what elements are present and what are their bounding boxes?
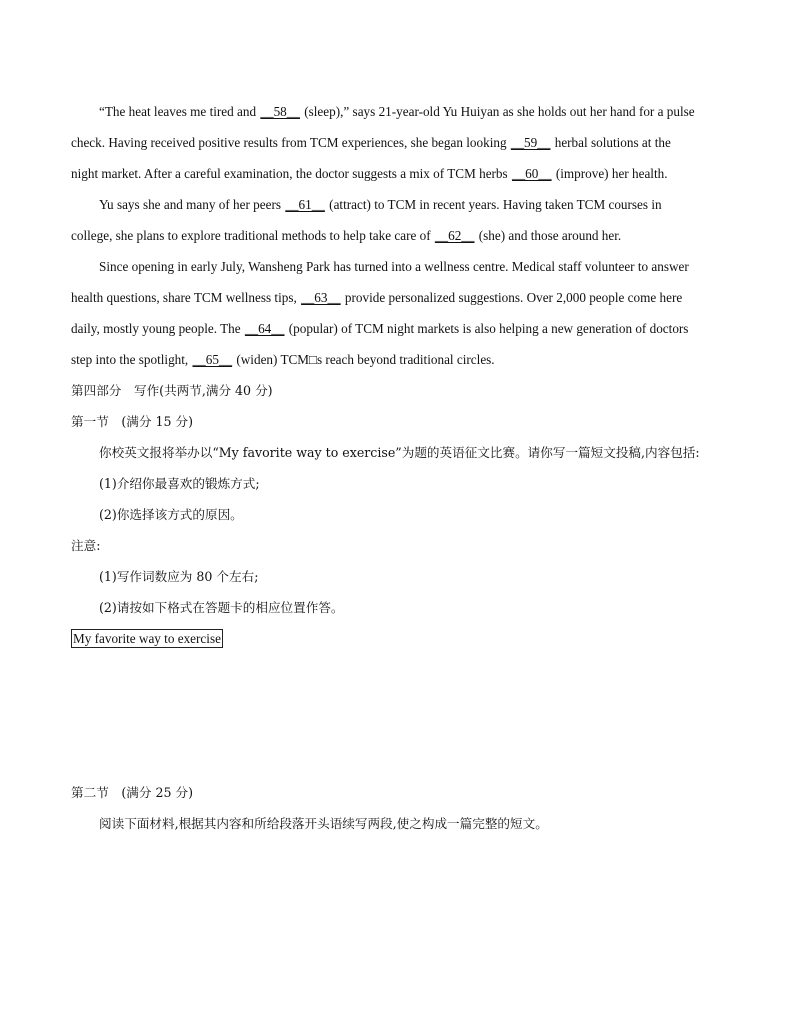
passage-text: check. Having received positive results from TCM experiences, she began looking [71,135,510,150]
blank-58: __58__ [260,104,300,119]
note-label: 注意: [71,538,101,553]
note-item: (2)请按如下格式在答题卡的相应位置作答。 [99,600,344,615]
passage-text: college, she plans to explore traditional methods to help take care of [71,228,434,243]
passage-line [71,227,621,245]
passage-line [71,320,688,338]
blank-65: __65__ [192,352,233,367]
passage-text: (she) and those around her. [475,228,622,243]
passage-text: herbal solutions at the [551,135,671,150]
passage-line [99,258,689,276]
passage-text: Yu says she and many of her peers [99,197,285,212]
passage-text: step into the spotlight, [71,352,192,367]
section2-prompt: 阅读下面材料,根据其内容和所给段落开头语续写两段,使之构成一篇完整的短文。 [99,816,548,831]
answer-title-box: My favorite way to exercise [73,631,221,646]
passage-text: (widen) TCM□s reach beyond traditional circles. [233,352,495,367]
blank-64: __64__ [244,321,285,336]
passage-text: (improve) her health. [552,166,668,181]
passage-line [71,289,682,307]
passage-text: daily, mostly young people. The [71,321,244,336]
passage-line [99,103,695,121]
passage-text: provide personalized suggestions. Over 2,000 people come here [341,290,683,305]
section2-heading: 第二节 (满分 25 分) [71,785,194,800]
blank-61: __61__ [285,197,325,212]
blank-63: __63__ [301,290,341,305]
part4-heading: 第四部分 写作(共两节,满分 40 分) [71,383,273,398]
blank-59: __59__ [510,135,551,150]
passage-text: night market. After a careful examination, the doctor suggests a mix of TCM herbs [71,166,511,181]
passage-text: (attract) to TCM in recent years. Having taken TCM courses in [325,197,662,212]
blank-60: __60__ [511,166,552,181]
passage-text: (sleep),” says 21-year-old Yu Huiyan as she holds out her hand for a pulse [300,104,695,119]
blank-62: __62__ [434,228,475,243]
passage-line [71,351,495,369]
passage-line [71,165,668,183]
section1-prompt: 你校英文报将举办以“My favorite way to exercise”为题的英语征文比赛。请你写一篇短文投稿,内容包括: [99,445,700,460]
passage-text: “The heat leaves me tired and [99,104,260,119]
section1-item: (1)介绍你最喜欢的锻炼方式; [99,476,260,491]
passage-text: health questions, share TCM wellness tips, [71,290,301,305]
passage-line [71,134,671,152]
passage-line [99,196,662,214]
passage-text: Since opening in early July, Wansheng Park has turned into a wellness centre. Medical staff volunteer to answer [99,259,689,274]
passage-text: (popular) of TCM night markets is also helping a new generation of doctors [285,321,689,336]
section1-item: (2)你选择该方式的原因。 [99,507,243,522]
section1-heading: 第一节 (满分 15 分) [71,414,194,429]
note-item: (1)写作词数应为 80 个左右; [99,569,259,584]
